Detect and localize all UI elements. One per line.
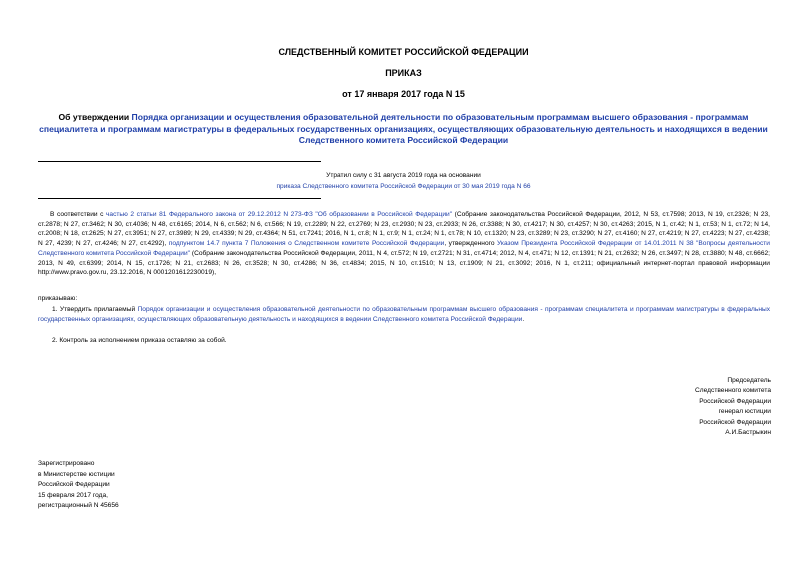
preamble-text-4: (Собрание законодательства Российской Федерации, 2011, N 4, ст.572; N 19, ст.2721; N 31, ст.4714; 2012, N 4, ст.471; N 12, ст.1391; N 21, ст.2632; N 26, ст.3497; N 28, ст.3880; N 48, ст.6662; 2013, N 49, ст.6399; 2014, N 15, ст.1726; N 21, ст.2683; N 26, ст.3528; N 30, ст.4286; N 36, ст.4834; 2015, N 10, ст.1510; N 13, ст.1909; N 21, ст.3092; 2016, N 1, ст.211; официальный интернет-портал правовой информации http://www.pravo.gov.ru, 23.12.2016, N 0001201612230019),	[38, 249, 770, 277]
title-prefix: Об утверждении	[58, 112, 132, 122]
preamble-text-2: (Собрание законодательства Российской Федерации, 2012, N 53, ст.7598; 2013, N 19, ст.2326; N 23, ст.2878; N 27, ст.3462; N 30, ст.4036; N 48, ст.6165; 2014, N 6, ст.562; N 6, ст.566; N 19, ст.2289; N 22, ст.2769; N 23, ст.2930; N 23, ст.2933; N 26, ст.3388; N 30, ст.4217; N 30, ст.4257; N 30, ст.4263; 2015, N 1, ст.42; N 1, ст.53; N 1, ст.72; N 14, ст.2008; N 18, ст.2625; N 27, ст.3951; N 27, ст.3989; N 29, ст.4339; N 29, ст.4364; N 51, ст.7241; 2016, N 1, ст.8; N 1, ст.9; N 1, ст.24; N 1, ст.78; N 10, ст.1320; N 23, ст.3289; N 23, ст.3290; N 27, ст.4160; N 27, ст.4219; N 27, ст.4223; N 27, ст.4238; N 27, 4239; N 27, ст.4246; N 27, ст.4292),	[38, 211, 770, 248]
registration-line: Зарегистрировано	[38, 460, 95, 467]
signature-line: Российской Федерации	[699, 397, 771, 405]
regulation-link[interactable]: подпунктом 14.7 пункта 7 Положения о Следственном комитете Российской Федерации	[168, 240, 445, 248]
registration-line: 15 февраля 2017 года,	[38, 491, 108, 499]
preamble-text-1: В соответствии с	[50, 211, 106, 218]
divider-top	[38, 161, 321, 162]
document-type: ПРИКАЗ	[385, 68, 422, 78]
committee-heading: СЛЕДСТВЕННЫЙ КОМИТЕТ РОССИЙСКОЙ ФЕДЕРАЦИИ	[278, 47, 529, 57]
title-link[interactable]: Порядка организации и осуществления образовательной деятельности по образовательным программам высшего образования - программам специалитета и программам магистратуры в федеральных государственных организациях, осуществляющих образовательную деятельность и находящихся в ведении Следственного комитета Российской Федерации	[39, 112, 768, 145]
preamble-paragraph	[38, 210, 770, 278]
item-1-end: .	[522, 315, 525, 323]
document-title	[30, 112, 777, 147]
signature-line: Российской Федерации	[699, 418, 771, 426]
status-link-wrap	[0, 182, 807, 191]
item-1-paragraph	[38, 305, 770, 324]
preamble-text-3: , утвержденного	[444, 240, 498, 248]
signature-line: генерал юстиции	[718, 408, 771, 416]
president-decree-link[interactable]: Указом Президента Российской Федерации от 14.01.2011 N 38 "Вопросы деятельности Следственного комитета Российской Федерации"	[38, 240, 770, 257]
item-1-text: 1. Утвердить прилагаемый	[52, 306, 138, 313]
registration-number: регистрационный N 45656	[38, 502, 119, 510]
registration-block	[38, 459, 119, 512]
signature-line: Председатель	[727, 377, 771, 384]
status-text: Утратил силу с 31 августа 2019 года на основании	[326, 172, 481, 179]
order-word: приказываю:	[38, 295, 78, 302]
divider-bottom	[38, 198, 321, 199]
status-link[interactable]: приказа Следственного комитета Российской Федерации от 30 мая 2019 года N 66	[276, 183, 531, 190]
registration-line: в Министерстве юстиции	[38, 470, 115, 478]
procedure-link[interactable]: Порядок организации и осуществления образовательной деятельности по образовательным программам высшего образования - программам специалитета и программам магистратуры в федеральных государственных организациях, осуществляющих образовательную деятельность и находящихся в ведении Следственного комитета Российской Федерации	[38, 306, 770, 323]
registration-line: Российской Федерации	[38, 481, 110, 489]
signature-block	[651, 376, 771, 438]
law-273-link[interactable]: частью 2 статьи 81 Федерального закона от 29.12.2012 N 273-ФЗ "Об образовании в Российской Федерации"	[106, 211, 453, 218]
item-2-paragraph: 2. Контроль за исполнением приказа оставляю за собой.	[52, 337, 227, 344]
signature-line: Следственного комитета	[695, 387, 771, 395]
document-date-number: от 17 января 2017 года N 15	[342, 89, 465, 99]
signature-name: А.И.Бастрыкин	[725, 429, 771, 437]
